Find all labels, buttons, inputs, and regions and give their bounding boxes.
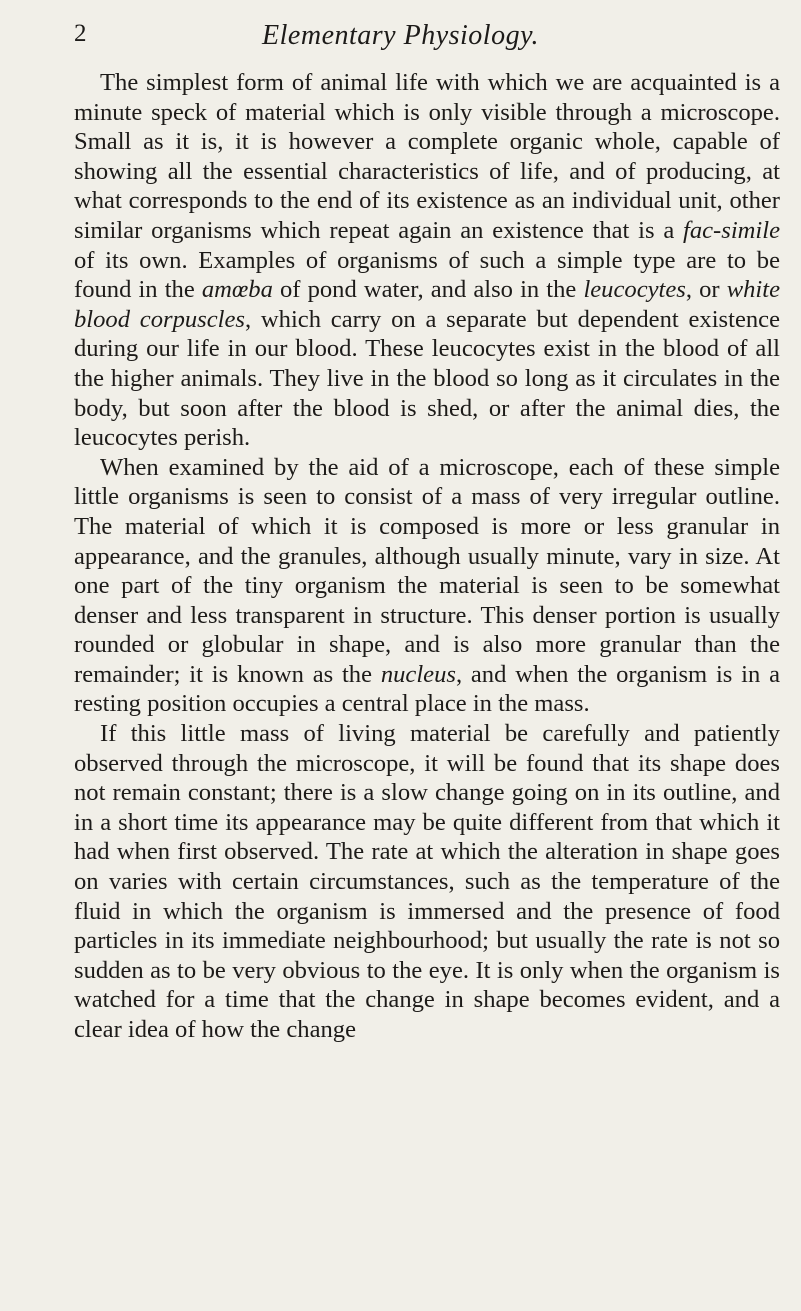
running-title: Elementary Physiology.	[262, 20, 539, 51]
paragraph-1-text-3: of pond water, and also in the	[272, 276, 584, 304]
paragraph-3	[74, 719, 780, 1045]
paragraph-1-text-4: , or	[685, 276, 727, 304]
paragraph-1	[74, 68, 780, 453]
paragraph-1-text-1: The simplest form of animal life with which we are acquainted is a minute speck of material which is only visible through a microscope. Small as it is, it is however a complete organic whole, capable of showing all the essential characteristics of life, and of producing, at what corresponds to the end of its existence as an individual unit, other similar organisms which repeat again an existence that is a	[74, 69, 780, 244]
paragraph-1-text-5: , which carry on a separate but dependent existence during our life in our blood. These leucocytes exist in the blood of all the higher animals. They live in the blood so long as it circulates in the body, but soon after the blood is shed, or after the animal dies, the leucocytes perish.	[74, 305, 780, 452]
term-amoeba: amœba	[201, 276, 273, 304]
paragraph-2-text-1: When examined by the aid of a microscope, each of these simple little organisms is seen to consist of a mass of very irregular outline. The material of which it is composed is more or less granular in appearance, and the granules, although usually minute, vary in size. At one part of the tiny organism the material is seen to be somewhat denser and less transparent in structure. This denser portion is usually rounded or globular in shape, and is also more granular than the remainder; it is known as the	[74, 453, 780, 688]
term-leucocytes: leucocytes	[583, 276, 686, 304]
paragraph-2-text-2: , and when the organism is in a resting position occupies a central place in the mass.	[74, 660, 780, 718]
page-number: 2	[74, 20, 87, 47]
body-text	[74, 68, 780, 1045]
term-fac-simile: fac-simile	[683, 216, 780, 244]
paragraph-1-text-2: of its own. Examples of organisms of such a simple type are to be found in the	[74, 246, 780, 304]
running-header	[0, 20, 801, 54]
term-white-blood-corpuscles: white blood corpuscles	[74, 276, 780, 333]
term-nucleus: nucleus	[380, 660, 456, 688]
paragraph-3-text-1: If this little mass of living material be carefully and patiently observed through the microscope, it will be found that its shape does not remain constant; there is a slow change going on in its outline, and in a short time its appearance may be quite different from that which it had when first observed. The rate at which the alteration in shape goes on varies with certain circumstances, such as the temperature of the fluid in which the organism is immersed and the presence of food particles in its immediate neighbourhood; but usually the rate is not so sudden as to be very obvious to the eye. It is only when the organism is watched for a time that the change in shape becomes evident, and a clear idea of how the change	[74, 720, 780, 1043]
paragraph-2	[74, 453, 780, 719]
